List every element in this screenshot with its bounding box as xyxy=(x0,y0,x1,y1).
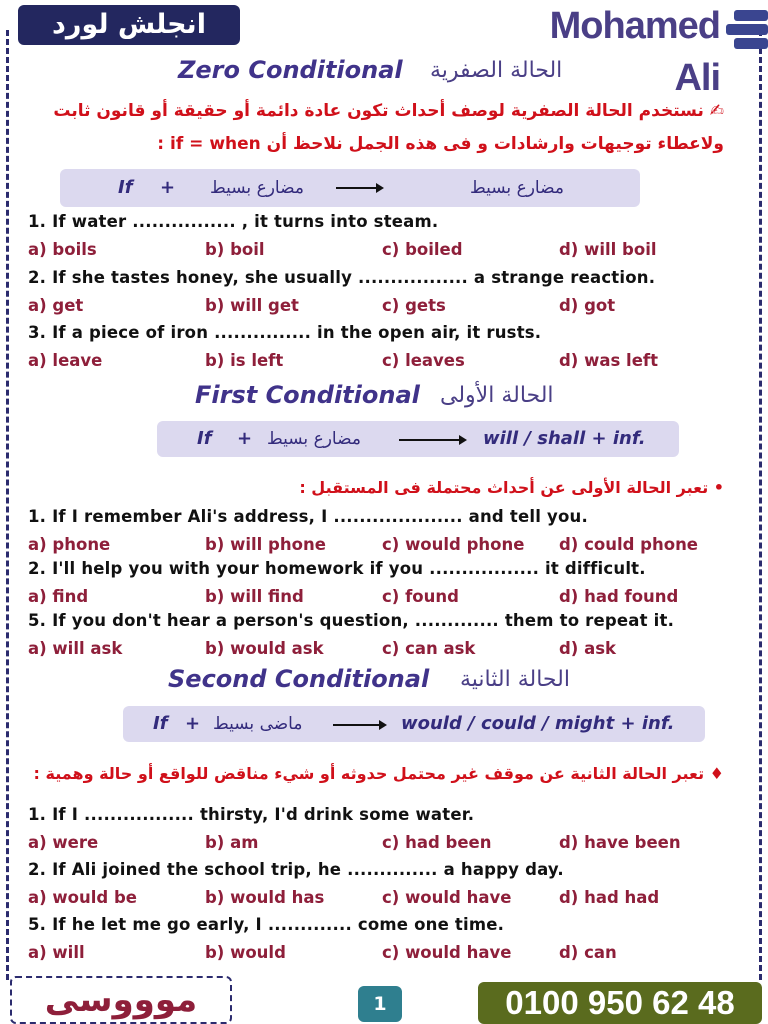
option[interactable]: a) were xyxy=(28,833,99,852)
zero-rule-line1: ✍ نستخدم الحالة الصفرية لوصف أحداث تكون عادة دائمة أو حقيقة أو قانون ثابت xyxy=(53,101,724,121)
option[interactable]: d) can xyxy=(559,943,617,962)
brand-arabic-badge: انجلش لورد xyxy=(18,5,240,45)
option[interactable]: b) is left xyxy=(205,351,284,370)
formula-right-ar: مضارع بسيط xyxy=(470,178,564,198)
option[interactable]: c) found xyxy=(382,587,459,606)
option[interactable]: c) leaves xyxy=(382,351,465,370)
page-number: 1 xyxy=(358,986,402,1022)
option[interactable]: b) am xyxy=(205,833,259,852)
formula-left-ar: مضارع بسيط xyxy=(267,429,361,449)
option[interactable]: b) would xyxy=(205,943,286,962)
zero-title-ar: الحالة الصفرية xyxy=(430,58,563,83)
option[interactable]: d) got xyxy=(559,296,616,315)
option[interactable]: c) boiled xyxy=(382,240,463,259)
second-q1: 1. If I ................. thirsty, I'd drink some water. xyxy=(28,805,475,824)
second-formula-box xyxy=(123,706,705,742)
option[interactable]: c) would have xyxy=(382,943,512,962)
option[interactable]: c) gets xyxy=(382,296,446,315)
zero-q1: 1. If water ................ , it turns into steam. xyxy=(28,212,439,231)
option[interactable]: b) would ask xyxy=(205,639,324,658)
option[interactable]: b) will phone xyxy=(205,535,326,554)
first-q3: 5. If you don't hear a person's question, ............. them to repeat it. xyxy=(28,611,675,630)
zero-title-en: Zero Conditional xyxy=(178,56,403,84)
formula-if: If xyxy=(197,428,212,449)
arrow-icon xyxy=(333,724,385,726)
second-title-en: Second Conditional xyxy=(168,665,430,693)
option[interactable]: c) would have xyxy=(382,888,512,907)
first-title-en: First Conditional xyxy=(195,381,420,409)
option[interactable]: d) will boil xyxy=(559,240,657,259)
phone-number: 0100 950 62 48 xyxy=(478,982,762,1024)
option[interactable]: b) will get xyxy=(205,296,299,315)
option[interactable]: b) boil xyxy=(205,240,265,259)
option[interactable]: a) get xyxy=(28,296,84,315)
second-q2: 2. If Ali joined the school trip, he .............. a happy day. xyxy=(28,860,564,879)
arrow-icon xyxy=(336,187,382,189)
formula-plus: + xyxy=(237,428,253,449)
formula-left-ar: ماضى بسيط xyxy=(213,714,303,734)
option[interactable]: b) will find xyxy=(205,587,304,606)
option[interactable]: d) had found xyxy=(559,587,679,606)
formula-result: will / shall + inf. xyxy=(483,428,646,449)
first-formula-box xyxy=(157,421,679,457)
option[interactable]: a) phone xyxy=(28,535,111,554)
formula-if: If xyxy=(153,713,168,734)
formula-plus: + xyxy=(185,713,201,734)
first-title-ar: الحالة الأولى xyxy=(440,383,554,408)
first-q1: 1. If I remember Ali's address, I .................... and tell you. xyxy=(28,507,588,526)
option[interactable]: a) boils xyxy=(28,240,97,259)
first-q2: 2. I'll help you with your homework if you ................. it difficult. xyxy=(28,559,646,578)
first-rule: • تعبر الحالة الأولى عن أحداث محتملة فى المستقبل : xyxy=(299,478,724,497)
brand-logo-icon xyxy=(726,4,766,50)
option[interactable]: a) would be xyxy=(28,888,137,907)
option[interactable]: d) had had xyxy=(559,888,660,907)
footer-logo: موووسى xyxy=(10,976,232,1024)
option[interactable]: c) can ask xyxy=(382,639,476,658)
option[interactable]: a) will ask xyxy=(28,639,123,658)
formula-if: If xyxy=(118,177,133,198)
left-dashed-border xyxy=(6,30,9,980)
brand-english-title: Mohamed Ali xyxy=(549,5,720,99)
option[interactable]: a) leave xyxy=(28,351,103,370)
formula-left-ar: مضارع بسيط xyxy=(210,178,304,198)
formula-plus: + xyxy=(160,177,176,198)
option[interactable]: d) have been xyxy=(559,833,681,852)
zero-formula-box xyxy=(60,169,640,207)
formula-result: would / could / might + inf. xyxy=(401,713,675,734)
option[interactable]: d) could phone xyxy=(559,535,699,554)
right-dashed-border xyxy=(759,30,762,980)
option[interactable]: c) would phone xyxy=(382,535,525,554)
zero-q2: 2. If she tastes honey, she usually ................. a strange reaction. xyxy=(28,268,656,287)
arrow-icon xyxy=(399,439,465,441)
zero-rule-line2: ولاعطاء توجيهات وارشادات و فى هذه الجمل نلاحظ أن if = when : xyxy=(157,134,724,154)
zero-q3: 3. If a piece of iron ............... in the open air, it rusts. xyxy=(28,323,542,342)
option[interactable]: d) was left xyxy=(559,351,658,370)
second-q3: 5. If he let me go early, I ............. come one time. xyxy=(28,915,505,934)
option[interactable]: a) will xyxy=(28,943,85,962)
second-title-ar: الحالة الثانية xyxy=(460,667,570,692)
option[interactable]: d) ask xyxy=(559,639,617,658)
option[interactable]: b) would has xyxy=(205,888,325,907)
option[interactable]: c) had been xyxy=(382,833,492,852)
second-rule: ♦ تعبر الحالة الثانية عن موقف غير محتمل حدوثه أو شيء مناقض للواقع أو حالة وهمية : xyxy=(33,764,724,783)
option[interactable]: a) find xyxy=(28,587,89,606)
